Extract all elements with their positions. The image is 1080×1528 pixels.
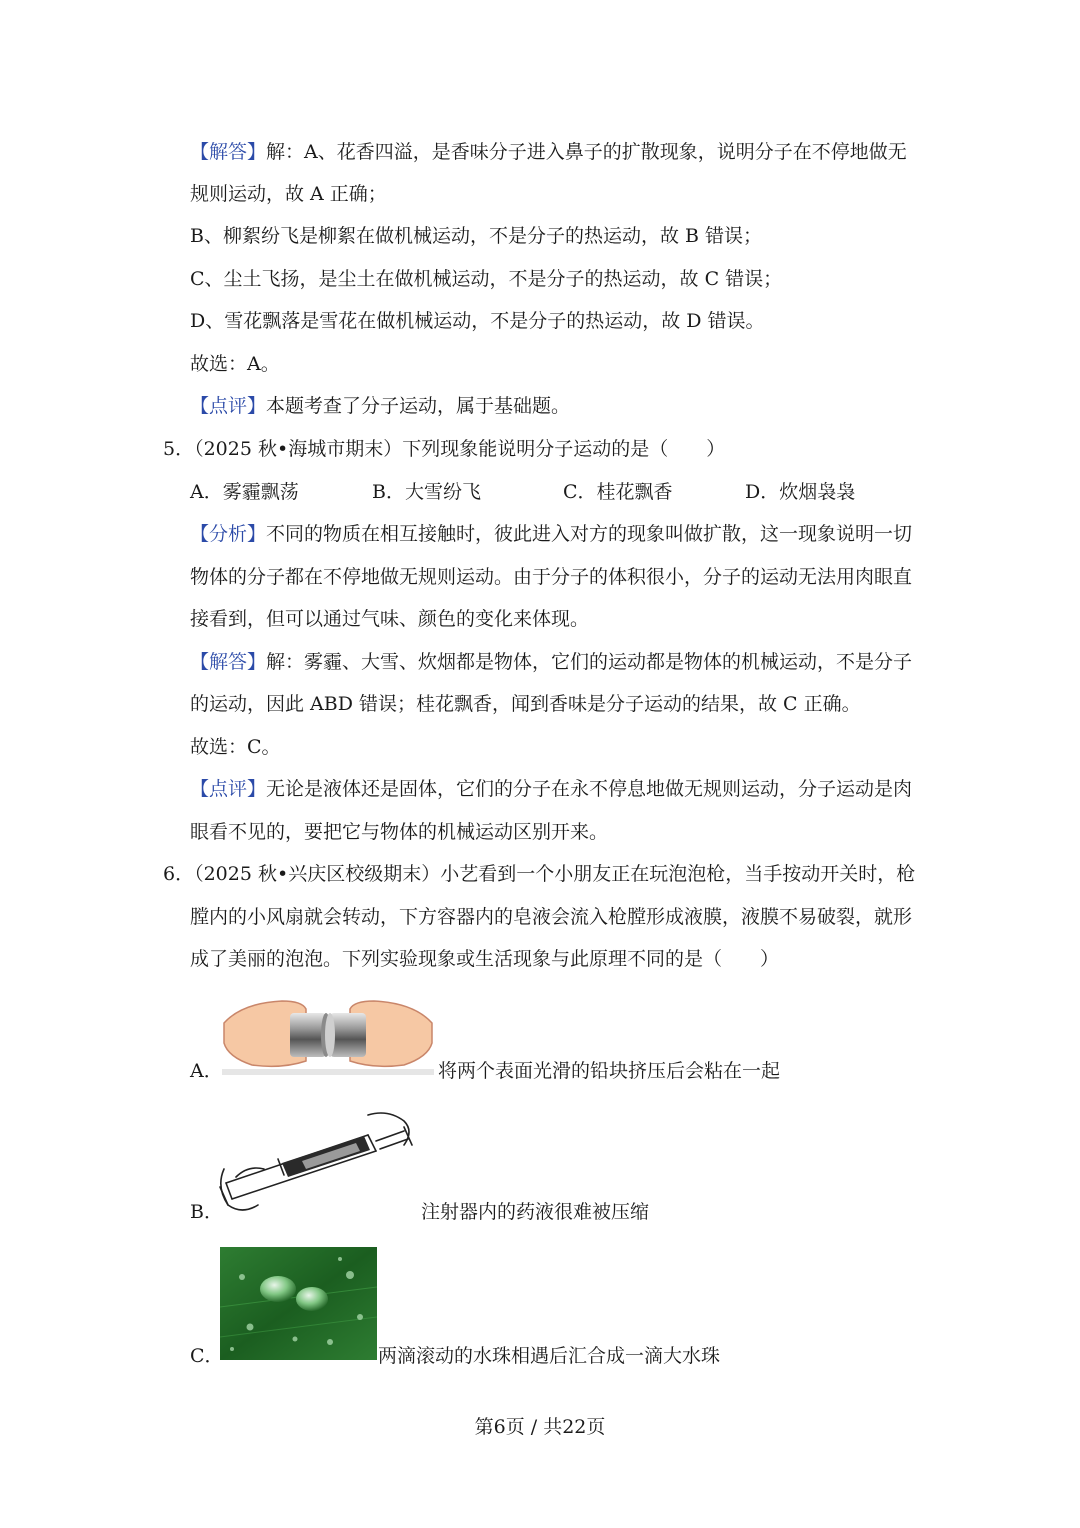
option-c-line bbox=[190, 1342, 721, 1370]
comment-tag: 【点评】 bbox=[190, 395, 267, 417]
q5-comment-line-1 bbox=[190, 775, 912, 803]
comment-text: 本题考查了分子运动，属于基础题。 bbox=[266, 395, 571, 417]
question-5-stem: 5．（2025 秋•海城市期末）下列现象能说明分子运动的是（ ） bbox=[163, 438, 726, 460]
option-a-text: 将两个表面光滑的铅块挤压后会粘在一起 bbox=[438, 1060, 781, 1082]
q5-comment-text-1: 无论是液体还是固体，它们的分子在永不停息地做无规则运动，分子运动是肉 bbox=[266, 778, 913, 800]
option-a-line bbox=[190, 1057, 781, 1085]
option-a-label: A． bbox=[190, 1060, 223, 1082]
analysis-line-3: 接看到，但可以通过气味、颜色的变化来体现。 bbox=[190, 608, 590, 630]
q5-answer-text-1: 解：雾霾、大雪、炊烟都是物体，它们的运动都是物体的机械运动，不是分子 bbox=[266, 651, 913, 673]
analysis-line-1 bbox=[190, 520, 912, 548]
q5-comment-line-2: 眼看不见的，要把它与物体的机械运动区别开来。 bbox=[190, 821, 609, 843]
answer-text: 解：A、花香四溢，是香味分子进入鼻子的扩散现象，说明分子在不停地做无 bbox=[266, 141, 907, 163]
syringe-figure bbox=[218, 1105, 418, 1217]
q5-answer-line-1 bbox=[190, 648, 912, 676]
analysis-text-1: 不同的物质在相互接触时，彼此进入对方的现象叫做扩散，这一现象说明一切 bbox=[266, 523, 913, 545]
answer-line-c: C、尘土飞扬，是尘土在做机械运动，不是分子的热运动，故 C 错误； bbox=[190, 268, 783, 290]
question-6-stem-1: 6．（2025 秋•兴庆区校级期末）小艺看到一个小朋友正在玩泡泡枪，当手按动开关时，枪 bbox=[163, 863, 916, 885]
option-c-label: C． bbox=[190, 1345, 224, 1367]
analysis-line-2: 物体的分子都在不停地做无规则运动。由于分子的体积很小，分子的运动无法用肉眼直 bbox=[190, 566, 913, 588]
answer-tag: 【解答】 bbox=[190, 141, 267, 163]
analysis-tag: 【分析】 bbox=[190, 523, 267, 545]
answer-choice: 故选：A。 bbox=[190, 353, 280, 375]
q5-answer-line-2: 的运动，因此 ABD 错误；桂花飘香，闻到香味是分子运动的结果，故 C 正确。 bbox=[190, 693, 861, 715]
option-b-line bbox=[190, 1198, 650, 1226]
option-b: B．大雪纷飞 bbox=[372, 481, 481, 503]
option-c-text: 两滴滚动的水珠相遇后汇合成一滴大水珠 bbox=[378, 1345, 721, 1367]
q5-comment-tag: 【点评】 bbox=[190, 778, 267, 800]
question-5-options bbox=[190, 478, 910, 506]
comment-line bbox=[190, 392, 570, 420]
answer-line-b: B、柳絮纷飞是柳絮在做机械运动，不是分子的热运动，故 B 错误； bbox=[190, 225, 763, 247]
question-6-stem-2: 膛内的小风扇就会转动，下方容器内的皂液会流入枪膛形成液膜，液膜不易破裂，就形 bbox=[190, 906, 913, 928]
option-c: C．桂花飘香 bbox=[563, 481, 673, 503]
option-b-text: 注射器内的药液很难被压缩 bbox=[421, 1201, 650, 1223]
water-drops-figure bbox=[220, 1247, 377, 1360]
option-b-label: B． bbox=[190, 1201, 223, 1223]
lead-blocks-figure bbox=[222, 995, 434, 1075]
q5-answer-tag: 【解答】 bbox=[190, 651, 267, 673]
answer-line-1 bbox=[190, 138, 907, 166]
page-footer: 第6页 / 共22页 bbox=[474, 1416, 606, 1438]
q5-choice: 故选：C。 bbox=[190, 736, 281, 758]
option-a: A．雾霾飘荡 bbox=[190, 481, 299, 503]
option-d: D．炊烟袅袅 bbox=[745, 481, 856, 503]
answer-line-2: 规则运动，故 A 正确； bbox=[190, 183, 387, 205]
answer-line-d: D、雪花飘落是雪花在做机械运动，不是分子的热运动，故 D 错误。 bbox=[190, 310, 765, 332]
question-6-stem-3: 成了美丽的泡泡。下列实验现象或生活现象与此原理不同的是（ ） bbox=[190, 948, 780, 970]
